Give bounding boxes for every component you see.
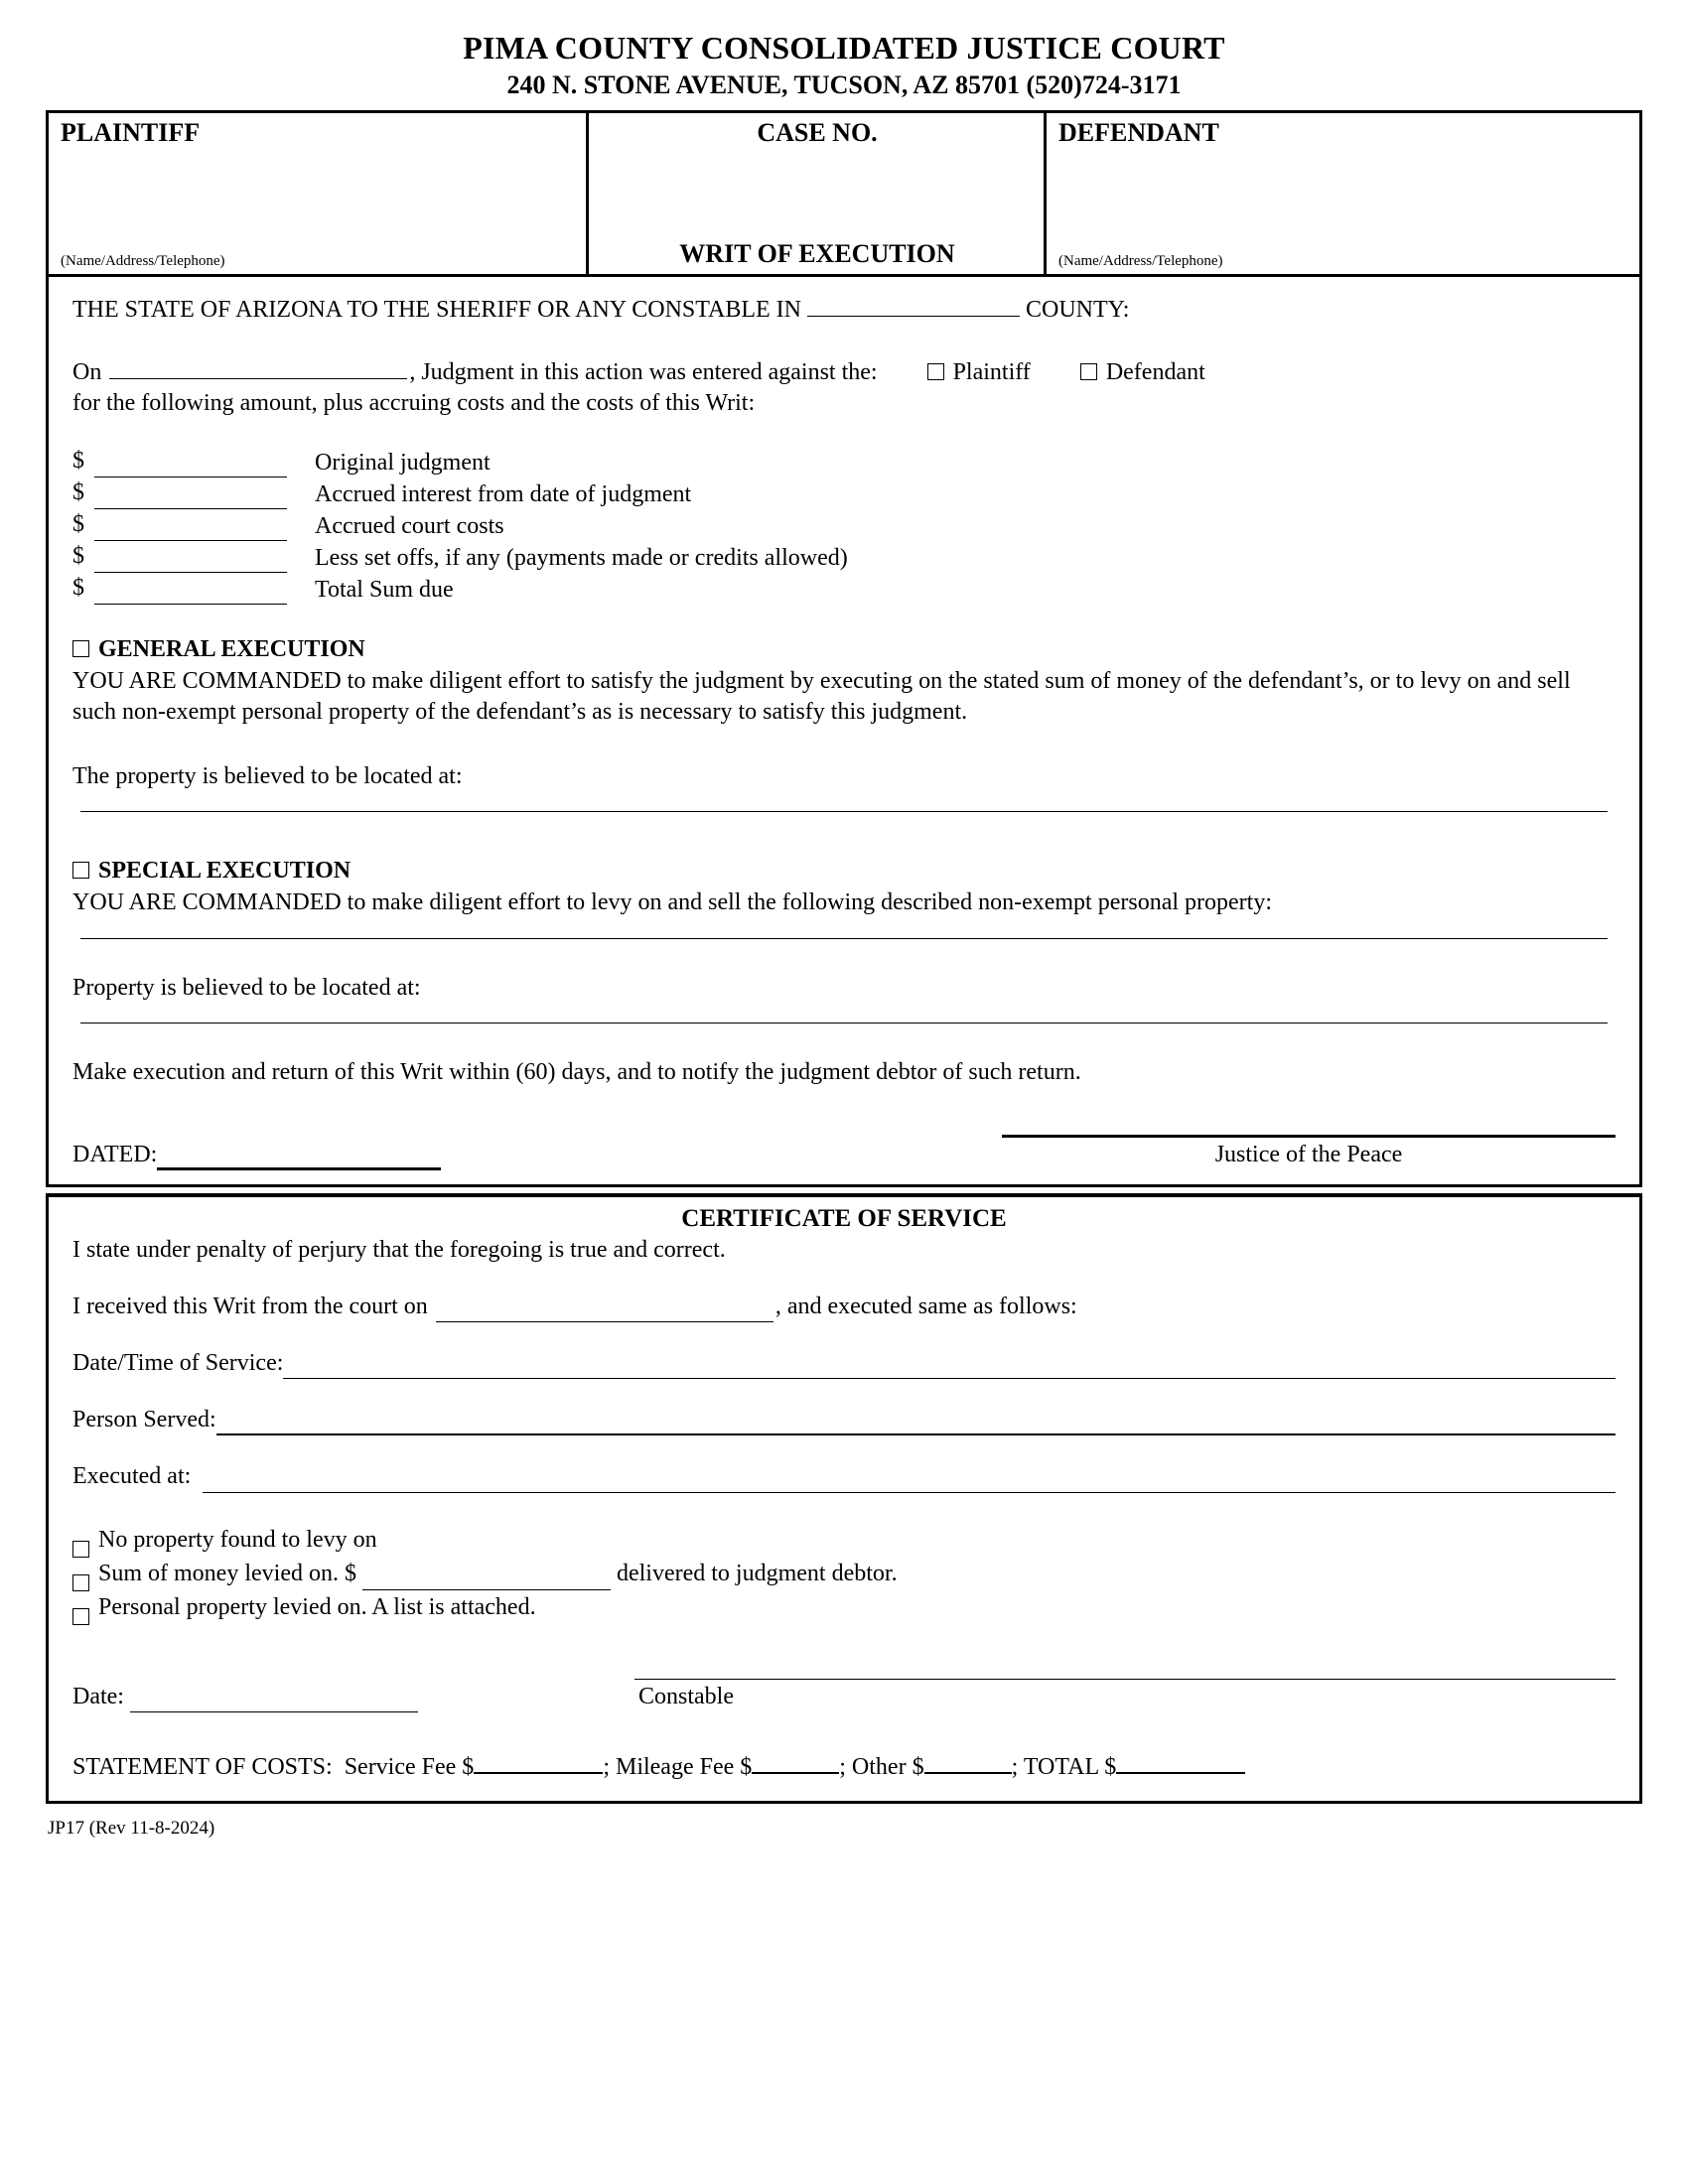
date-time-of-service-label: Date/Time of Service:: [72, 1350, 284, 1377]
sum-of-money-amount-input[interactable]: [362, 1567, 611, 1590]
state-command-line: [72, 293, 1616, 326]
amount-row: [72, 446, 1616, 478]
checkbox-no-property-found[interactable]: [72, 1541, 89, 1558]
statement-of-costs-row: [72, 1752, 1616, 1783]
defendant-sublabel: (Name/Address/Telephone): [1058, 253, 1223, 270]
service-fee-label: Service Fee $: [344, 1753, 475, 1780]
special-execution-text: YOU ARE COMMANDED to make diligent effort to levy on and sell the following described non-exempt personal property:: [72, 889, 1272, 916]
amount-label: Accrued court costs: [315, 513, 504, 540]
dollar-sign: $: [72, 448, 84, 475]
amount-input-court-costs[interactable]: [94, 515, 287, 541]
other-fee-input[interactable]: [924, 1754, 1012, 1774]
received-suffix: , and executed same as follows:: [774, 1293, 1077, 1319]
service-date-label: Date:: [72, 1683, 124, 1709]
total-costs-input[interactable]: [1116, 1754, 1245, 1774]
executed-at-input[interactable]: [203, 1469, 1616, 1493]
judgment-date-line: [72, 355, 1616, 388]
for-following-amount-text: for the following amount, plus accruing costs and the costs of this Writ:: [72, 390, 756, 417]
executed-at-label: Executed at:: [72, 1463, 192, 1490]
special-execution-label: SPECIAL EXECUTION: [98, 858, 352, 885]
amount-input-set-offs[interactable]: [94, 547, 287, 573]
spacer: [72, 939, 1616, 973]
checkbox-row-no-property: [72, 1523, 1616, 1557]
amount-row: [72, 509, 1616, 541]
option-defendant-label: Defendant: [1105, 359, 1205, 386]
dated-label: DATED:: [72, 1142, 158, 1168]
plaintiff-entry-area[interactable]: [61, 148, 576, 254]
on-suffix: , Judgment in this action was entered against the:: [409, 359, 878, 386]
judge-signature-block: [1002, 1116, 1616, 1170]
on-prefix: On: [72, 359, 102, 386]
amount-row: [72, 573, 1616, 605]
sum-money-suffix: delivered to judgment debtor.: [616, 1561, 898, 1587]
defendant-label: DEFENDANT: [1058, 117, 1219, 147]
county-input-blank[interactable]: [807, 293, 1020, 317]
received-prefix: I received this Writ from the court on: [72, 1293, 428, 1319]
amount-row: [72, 541, 1616, 573]
judge-signature-blank[interactable]: [1002, 1116, 1616, 1138]
court-header: [46, 30, 1642, 100]
sum-money-prefix: Sum of money levied on. $: [98, 1561, 356, 1587]
other-fee-label: ; Other $: [839, 1753, 924, 1780]
certificate-of-service-section: [46, 1193, 1642, 1804]
checkbox-special-execution[interactable]: [72, 862, 89, 879]
checkbox-row-personal-property: [72, 1590, 1616, 1624]
amount-label: Total Sum due: [315, 577, 454, 604]
perjury-statement: I state under penalty of perjury that the foregoing is true and correct.: [72, 1236, 726, 1263]
constable-signature-block: [634, 1656, 1616, 1712]
dated-signature-row: [72, 1116, 1616, 1170]
total-costs-label: ; TOTAL $: [1011, 1753, 1117, 1780]
amount-input-accrued-interest[interactable]: [94, 483, 287, 509]
certificate-title: CERTIFICATE OF SERVICE: [681, 1205, 1007, 1233]
spacer: [72, 1088, 1616, 1108]
dollar-sign: $: [72, 511, 84, 538]
return-notice-text: Make execution and return of this Writ within (60) days, and to notify the judgment debtor of such return.: [72, 1058, 1081, 1085]
service-date-input[interactable]: [130, 1689, 418, 1712]
case-number-label: CASE NO.: [757, 117, 878, 147]
amount-input-original-judgment[interactable]: [94, 452, 287, 478]
date-time-of-service-row: [72, 1348, 1616, 1379]
amount-input-total-sum-due[interactable]: [94, 579, 287, 605]
service-fee-input[interactable]: [474, 1754, 603, 1774]
checkbox-row-sum-of-money: [72, 1557, 1616, 1590]
writ-received-date-blank[interactable]: [436, 1298, 774, 1322]
date-time-of-service-input[interactable]: [283, 1355, 1616, 1379]
general-execution-text: YOU ARE COMMANDED to make diligent effort to satisfy the judgment by executing on the stated sum of money of the defendant’s, or to levy on and sell such non-exempt personal property of the defendant’s as is necessary to satisfy this judgment.: [72, 667, 1571, 725]
dollar-sign: $: [72, 575, 84, 602]
defendant-entry-area[interactable]: [1058, 148, 1629, 254]
state-command-suffix: COUNTY:: [1026, 296, 1130, 323]
form-code-footer: JP17 (Rev 11-8-2024): [48, 1818, 215, 1840]
defendant-cell: [1047, 113, 1639, 274]
court-address: 240 N. STONE AVENUE, TUCSON, AZ 85701 (520)724-3171: [506, 69, 1182, 99]
case-caption-table: [46, 110, 1642, 277]
mileage-fee-input[interactable]: [752, 1754, 839, 1774]
special-execution-heading: [72, 856, 1616, 887]
service-result-checkbox-list: [72, 1523, 1616, 1624]
state-command-prefix: THE STATE OF ARIZONA TO THE SHERIFF OR ANY CONSTABLE IN: [72, 296, 801, 323]
amount-label: Accrued interest from date of judgment: [315, 481, 692, 508]
general-execution-label: GENERAL EXECUTION: [98, 635, 365, 662]
amount-label: Original judgment: [315, 450, 491, 477]
plaintiff-sublabel: (Name/Address/Telephone): [61, 253, 225, 270]
spacer: [72, 812, 1616, 856]
checkbox-plaintiff[interactable]: [927, 363, 944, 380]
checkbox-personal-property-levied[interactable]: [72, 1608, 89, 1625]
plaintiff-label: PLAINTIFF: [61, 117, 201, 147]
court-name: PIMA COUNTY CONSOLIDATED JUSTICE COURT: [463, 30, 1225, 66]
amount-row: [72, 478, 1616, 509]
no-property-label: No property found to levy on: [98, 1527, 377, 1554]
general-execution-heading: [72, 634, 1616, 665]
case-number-cell: [589, 113, 1047, 274]
person-served-input[interactable]: [216, 1412, 1616, 1435]
dated-input-blank[interactable]: [157, 1149, 441, 1170]
constable-signature-blank[interactable]: [634, 1656, 1616, 1680]
person-served-label: Person Served:: [72, 1407, 216, 1433]
checkbox-sum-of-money-levied[interactable]: [72, 1574, 89, 1591]
checkbox-general-execution[interactable]: [72, 640, 89, 657]
checkbox-defendant[interactable]: [1080, 363, 1097, 380]
executed-at-row: [72, 1461, 1616, 1492]
dollar-sign: $: [72, 479, 84, 506]
writ-body-section: [46, 277, 1642, 1187]
writ-received-row: [72, 1292, 1616, 1322]
personal-property-label: Personal property levied on. A list is attached.: [98, 1594, 536, 1621]
special-property-location-label: Property is believed to be located at:: [72, 974, 421, 1001]
statement-of-costs-label: STATEMENT OF COSTS:: [72, 1753, 333, 1780]
person-served-row: [72, 1405, 1616, 1435]
amount-label: Less set offs, if any (payments made or credits allowed): [315, 545, 848, 572]
dollar-sign: $: [72, 543, 84, 570]
constable-caption: Constable: [637, 1683, 734, 1709]
option-plaintiff-label: Plaintiff: [952, 359, 1031, 386]
plaintiff-cell: [49, 113, 589, 274]
judgment-date-blank[interactable]: [109, 355, 407, 379]
judgment-amount-list: [72, 446, 1616, 605]
document-title: WRIT OF EXECUTION: [679, 238, 955, 268]
judge-signature-caption: Justice of the Peace: [1214, 1142, 1403, 1168]
case-number-entry-area[interactable]: [601, 148, 1034, 239]
spacer: [72, 1024, 1616, 1057]
spacer: [72, 728, 1616, 761]
mileage-fee-label: ; Mileage Fee $: [603, 1753, 753, 1780]
date-constable-row: [72, 1656, 1616, 1712]
general-property-location-label: The property is believed to be located at:: [72, 763, 463, 790]
